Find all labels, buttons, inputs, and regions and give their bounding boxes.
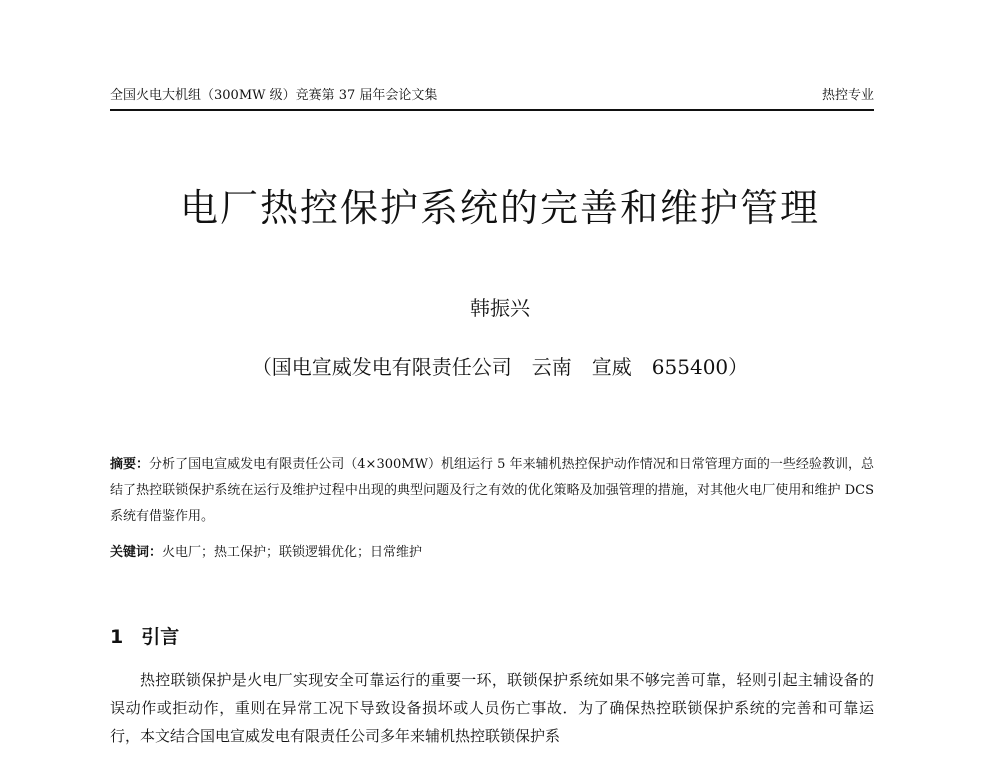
- abstract: [110, 452, 874, 530]
- section-heading: [110, 622, 179, 652]
- author-name: 韩振兴: [470, 296, 530, 320]
- header-rule: [110, 109, 874, 111]
- keywords-label: 关键词：: [110, 545, 163, 560]
- keywords-text: 火电厂；热工保护；联锁逻辑优化；日常维护: [162, 545, 423, 560]
- running-header: [110, 85, 874, 107]
- proceedings-title: 全国火电大机组（300MW 级）竞赛第 37 届年会论文集: [110, 88, 438, 103]
- section-number: 1: [110, 626, 124, 648]
- abstract-label: 摘要：: [110, 457, 150, 472]
- paper-title: 电厂热控保护系统的完善和维护管理: [179, 186, 820, 230]
- author-affiliation: （国电宣威发电有限责任公司 云南 宣威 655400）: [251, 355, 749, 379]
- specialty-label: 热控专业: [821, 88, 874, 103]
- body-paragraph: 热控联锁保护是火电厂实现安全可靠运行的重要一环，联锁保护系统如果不够完善可靠，轻则引起主辅设备的误动作或拒动作，重则在异常工况下导致设备损坏或人员伤亡事故．为了确保热控联锁保护系统的完善和可靠运行，本文结合国电宣威发电有限责任公司多年来辅机热控联锁保护系: [110, 671, 874, 745]
- keywords: [110, 540, 874, 566]
- section-title: 引言: [141, 626, 180, 648]
- abstract-text: 分析了国电宣威发电有限责任公司（4×300MW）机组运行 5 年来辅机热控保护动作情况和日常管理方面的一些经验教训，总结了热控联锁保护系统在运行及维护过程中出现的典型问题及行之有效的优化策略及加强管理的措施，对其他火电厂使用和维护 DCS 系统有借鉴作用。: [110, 457, 874, 524]
